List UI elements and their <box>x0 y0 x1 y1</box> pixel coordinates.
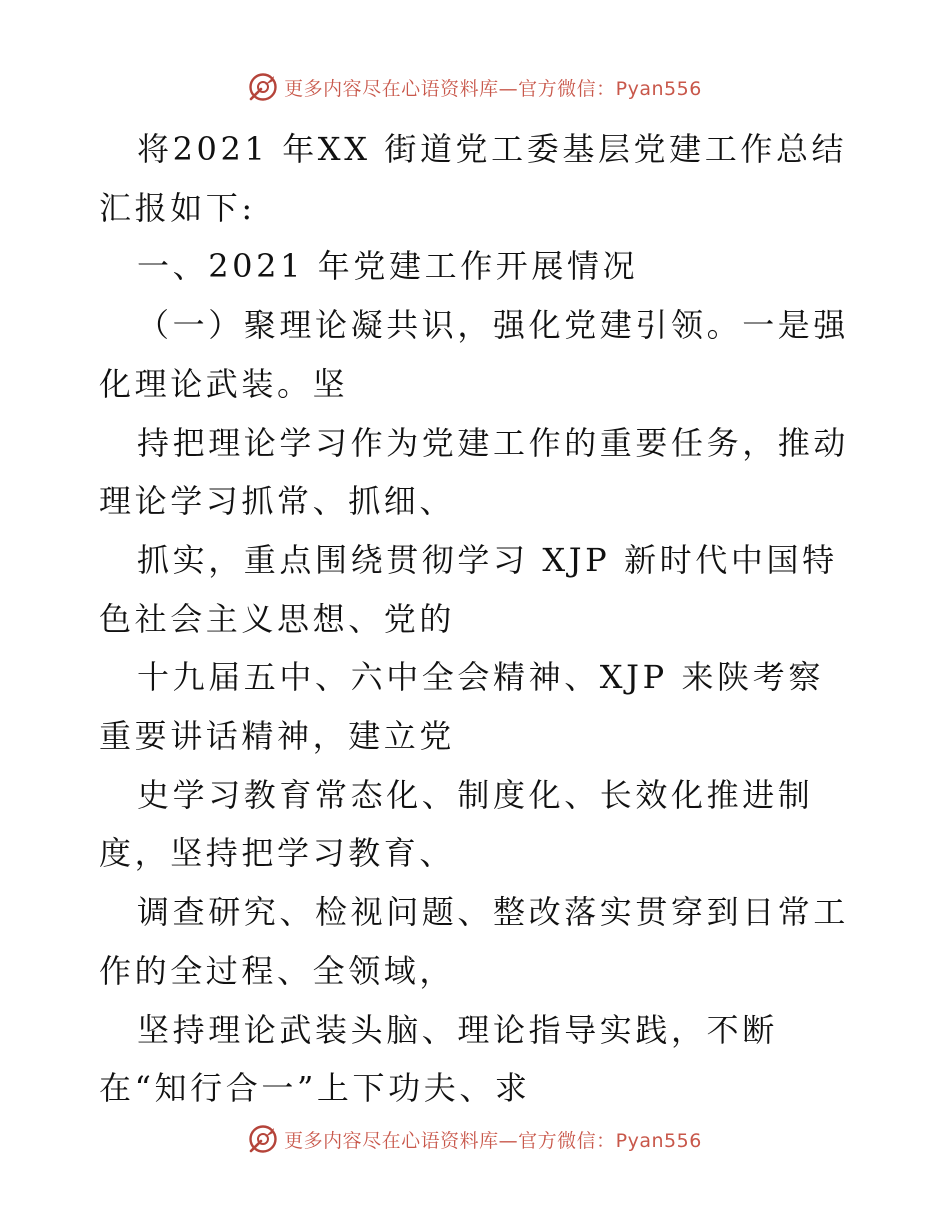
footer-banner <box>0 1124 950 1154</box>
document-body <box>99 120 859 1118</box>
paragraph-4: 持把理论学习作为党建工作的重要任务，推动理论学习抓常、抓细、 <box>99 423 850 521</box>
paragraph-2: 一、2021 年党建工作开展情况 <box>137 247 639 286</box>
header-banner-text: 更多内容尽在心语资料库—官方微信：Pyan556 <box>284 77 702 100</box>
paragraph-3: （一）聚理论凝共识，强化党建引领。一是强化理论武装。坚 <box>99 306 850 403</box>
paragraph-7: 史学习教育常态化、制度化、长效化推进制度，坚持把学习教育、 <box>99 775 814 873</box>
quill-seal-icon <box>248 1124 278 1154</box>
paragraph-6: 十九届五中、六中全会精神、XJP 来陕考察重要讲话精神，建立党 <box>99 658 824 756</box>
paragraph-8: 调查研究、检视问题、整改落实贯穿到日常工作的全过程、全领域， <box>99 893 850 990</box>
footer-banner-text: 更多内容尽在心语资料库—官方微信：Pyan556 <box>284 1129 702 1152</box>
header-banner <box>0 72 950 102</box>
paragraph-1: 将2021 年XX 街道党工委基层党建工作总结汇报如下: <box>99 130 848 227</box>
quill-seal-icon <box>248 72 278 102</box>
paragraph-5: 抓实，重点围绕贯彻学习 XJP 新时代中国特色社会主义思想、党的 <box>99 540 838 638</box>
paragraph-9: 坚持理论武装头脑、理论指导实践，不断在“知行合一”上下功夫、求 <box>99 1010 778 1108</box>
